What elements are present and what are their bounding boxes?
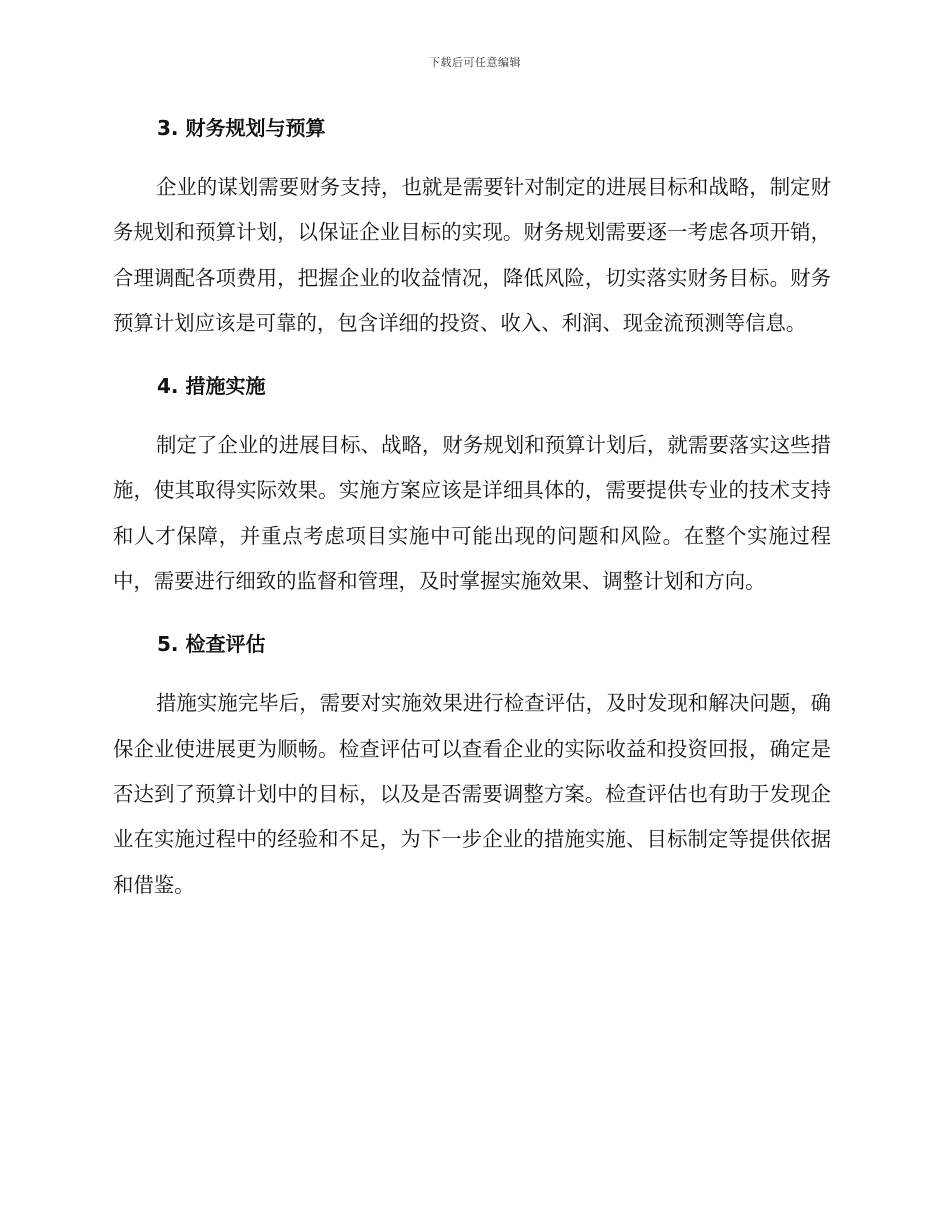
section-paragraph: 制定了企业的进展目标、战略，财务规划和预算计划后，就需要落实这些措施，使其取得实际效果。实施方案应该是详细具体的，需要提供专业的技术支持和人才保障，并重点考虑项目实施中可能出现的问题和风险。在整个实施过程中，需要进行细致的监督和管理，及时掌握实施效果、调整计划和方向。 — [113, 433, 831, 594]
section-implementation — [113, 370, 831, 604]
section-paragraph: 措施实施完毕后，需要对实施效果进行检查评估，及时发现和解决问题，确保企业使进展更为顺畅。检查评估可以查看企业的实际收益和投资回报，确定是否达到了预算计划中的目标，以及是否需要调整方案。检查评估也有助于发现企业在实施过程中的经验和不足，为下一步企业的措施实施、目标制定等提供依据和借鉴。 — [113, 691, 831, 897]
section-heading: 3. 财务规划与预算 — [157, 116, 326, 140]
section-heading: 5. 检查评估 — [157, 632, 266, 657]
page-header: 下载后可任意编辑 — [429, 56, 521, 69]
section-paragraph: 企业的谋划需要财务支持，也就是需要针对制定的进展目标和战略，制定财务规划和预算计划，以保证企业目标的实现。财务规划需要逐一考虑各项开销，合理调配各项费用，把握企业的收益情况，降低风险，切实落实财务目标。财务预算计划应该是可靠的，包含详细的投资、收入、利润、现金流预测等信息。 — [113, 175, 831, 335]
section-heading: 4. 措施实施 — [157, 374, 266, 399]
section-evaluation — [113, 628, 831, 907]
document-body — [113, 112, 831, 932]
section-financial-planning — [113, 112, 831, 346]
